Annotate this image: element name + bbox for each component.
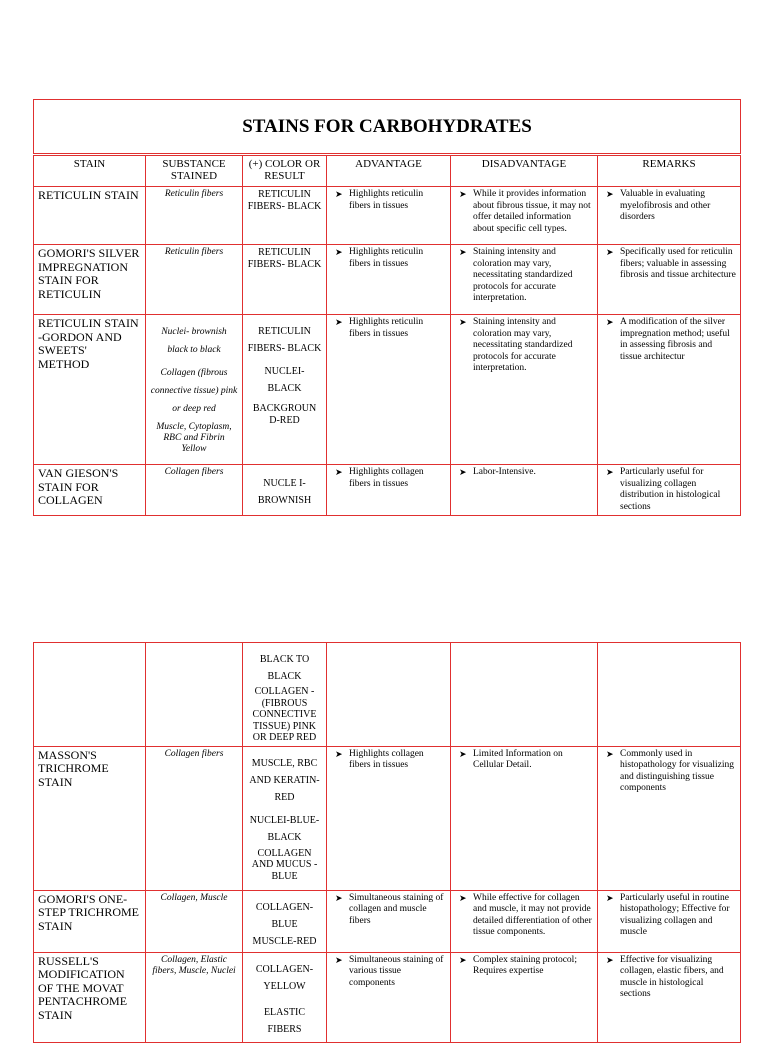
color-result: RETICULIN FIBERS- BLACK — [243, 187, 327, 245]
disadvantage-cell — [451, 465, 598, 516]
remarks-text: A modification of the silver impregnation method; useful in assessing fibrosis and tissue architectur — [620, 317, 730, 362]
advantage-cell — [327, 952, 451, 1042]
advantage-cell — [327, 187, 451, 245]
color-black: BLACK TO BLACK — [259, 654, 310, 682]
stain-name: RETICULIN STAIN — [34, 187, 146, 245]
header-remarks: REMARKS — [598, 155, 741, 187]
advantage-text: Highlights reticulin fibers in tissues — [349, 317, 424, 339]
substance-stained: Reticulin fibers — [146, 187, 243, 245]
color-result: RETICULIN FIBERS- BLACK — [243, 245, 327, 315]
header-substance: SUBSTANCE STAINED — [146, 155, 243, 187]
color-nuclei: NUCLEI- BLACK — [264, 366, 305, 394]
header-color: (+) COLOR OR RESULT — [243, 155, 327, 187]
disadvantage-cell — [451, 952, 598, 1042]
color-collagen: COLLAGEN AND MUCUS - BLUE — [251, 847, 318, 882]
remarks-cell — [598, 245, 741, 315]
stain-name: VAN GIESON'S STAIN FOR COLLAGEN — [34, 465, 146, 516]
arrow-bullet-icon: ➤ — [606, 748, 614, 759]
substance-stained — [146, 315, 243, 465]
disadvantage-text: Labor-Intensive. — [473, 467, 536, 477]
arrow-bullet-icon: ➤ — [459, 189, 467, 199]
color-elastic: ELASTIC FIBERS — [263, 1006, 306, 1035]
color-result: NUCLE I- BROWNISH — [243, 465, 327, 516]
table-row — [34, 643, 741, 747]
table-row — [34, 187, 741, 245]
remarks-text: Particularly useful in routine histopathology; Effective for visualizing collagen and muscle — [620, 892, 730, 937]
stains-table-continued — [33, 642, 741, 1043]
disadvantage-cell — [451, 315, 598, 465]
remarks-text: Effective for visualizing collagen, elastic fibers, and muscle in histological sections — [620, 954, 724, 999]
stain-name: RETICULIN STAIN -GORDON AND SWEETS' METHOD — [34, 315, 146, 465]
color-collagen: COLLAGEN - (FIBROUS CONNECTIVE TISSUE) PINK OR DEEP RED — [252, 686, 317, 743]
remarks-cell — [598, 187, 741, 245]
advantage-cell — [327, 746, 451, 890]
disadvantage-cell — [451, 746, 598, 890]
advantage-text: Highlights reticulin fibers in tissues — [349, 247, 424, 269]
disadvantage-text: Staining intensity and coloration may vary, necessitating standardized protocols for accurate interpretation. — [473, 247, 573, 303]
substance-collagen: Collagen (fibrous connective tissue) pink or deep red — [150, 368, 238, 414]
advantage-text: Highlights collagen fibers in tissues — [349, 748, 424, 770]
table-row — [34, 746, 741, 890]
color-reticulin: RETICULIN FIBERS- BLACK — [247, 326, 322, 354]
header-advantage: ADVANTAGE — [327, 155, 451, 187]
table-title: STAINS FOR CARBOHYDRATES — [34, 100, 741, 155]
remarks-cell — [598, 952, 741, 1042]
color-collagen: COLLAGEN- YELLOW — [255, 963, 314, 992]
substance-stained: Collagen, Elastic fibers, Muscle, Nuclei — [146, 952, 243, 1042]
disadvantage-cell — [451, 245, 598, 315]
color-result — [243, 643, 327, 747]
stain-name: MASSON'S TRICHROME STAIN — [34, 746, 146, 890]
remarks-text: Commonly used in histopathology for visualizing and distinguishing tissue components — [620, 748, 734, 793]
color-result — [243, 746, 327, 890]
arrow-bullet-icon: ➤ — [606, 317, 614, 327]
arrow-bullet-icon: ➤ — [459, 748, 467, 759]
color-result — [243, 890, 327, 952]
arrow-bullet-icon: ➤ — [606, 189, 614, 199]
substance-stained: Collagen fibers — [146, 746, 243, 890]
stain-name: RUSSELL'S MODIFICATION OF THE MOVAT PENTACHROME STAIN — [34, 952, 146, 1042]
advantage-text: Highlights collagen fibers in tissues — [349, 467, 424, 489]
disadvantage-text: While it provides information about fibrous tissue, it may not offer detailed information about specific cell types. — [473, 189, 591, 234]
remarks-text: Valuable in evaluating myelofibrosis and other disorders — [620, 189, 711, 222]
disadvantage-text: Staining intensity and coloration may vary, necessitating standardized protocols for accurate interpretation. — [473, 317, 573, 373]
remarks-text: Particularly useful for visualizing collagen distribution in histological sections — [620, 467, 721, 512]
arrow-bullet-icon: ➤ — [335, 467, 343, 477]
stain-name: GOMORI'S ONE-STEP TRICHROME STAIN — [34, 890, 146, 952]
header-row — [34, 155, 741, 187]
color-background: BACKGROUN D-RED — [252, 403, 317, 426]
remarks-cell — [598, 315, 741, 465]
substance-stained: Reticulin fibers — [146, 245, 243, 315]
arrow-bullet-icon: ➤ — [335, 892, 343, 903]
arrow-bullet-icon: ➤ — [335, 317, 343, 327]
header-disadvantage: DISADVANTAGE — [451, 155, 598, 187]
substance-nuclei: Nuclei- brownish black to black — [161, 327, 227, 355]
substance-stained: Collagen, Muscle — [146, 890, 243, 952]
disadvantage-cell — [451, 890, 598, 952]
color-result — [243, 952, 327, 1042]
arrow-bullet-icon: ➤ — [606, 247, 614, 257]
color-muscle: MUSCLE-RED — [252, 935, 317, 947]
remarks-cell — [598, 890, 741, 952]
advantage-text: Simultaneous staining of collagen and muscle fibers — [349, 892, 444, 926]
color-result — [243, 315, 327, 465]
arrow-bullet-icon: ➤ — [459, 467, 467, 477]
advantage-cell — [327, 890, 451, 952]
advantage-cell — [327, 315, 451, 465]
arrow-bullet-icon: ➤ — [606, 892, 614, 903]
advantage-text: Highlights reticulin fibers in tissues — [349, 189, 424, 211]
arrow-bullet-icon: ➤ — [459, 247, 467, 257]
arrow-bullet-icon: ➤ — [335, 247, 343, 257]
stains-table-top — [33, 99, 741, 516]
arrow-bullet-icon: ➤ — [335, 954, 343, 965]
substance-stained: Collagen fibers — [146, 465, 243, 516]
arrow-bullet-icon: ➤ — [335, 189, 343, 199]
color-nuclei: NUCLEI-BLUE- BLACK — [249, 814, 320, 843]
disadvantage-cell — [451, 187, 598, 245]
disadvantage-text: While effective for collagen and muscle, it may not provide detailed differentiation of other tissue components. — [473, 892, 592, 937]
arrow-bullet-icon: ➤ — [606, 467, 614, 477]
advantage-cell — [327, 465, 451, 516]
arrow-bullet-icon: ➤ — [459, 954, 467, 965]
disadvantage-text: Limited Information on Cellular Detail. — [473, 748, 563, 770]
color-muscle: MUSCLE, RBC AND KERATIN-RED — [249, 757, 320, 803]
header-stain: STAIN — [34, 155, 146, 187]
stain-name: GOMORI'S SILVER IMPREGNATION STAIN FOR RETICULIN — [34, 245, 146, 315]
disadvantage-text: Complex staining protocol; Requires expertise — [473, 954, 577, 976]
arrow-bullet-icon: ➤ — [459, 317, 467, 327]
advantage-cell — [327, 245, 451, 315]
arrow-bullet-icon: ➤ — [459, 892, 467, 903]
arrow-bullet-icon: ➤ — [335, 748, 343, 759]
remarks-cell — [598, 746, 741, 890]
remarks-text: Specifically used for reticulin fibers; valuable in assessing fibrosis and tissue architecture — [620, 247, 736, 280]
substance-muscle: Muscle, Cytoplasm, RBC and Fibrin Yellow — [156, 422, 232, 454]
table-row — [34, 465, 741, 516]
table-row — [34, 890, 741, 952]
remarks-cell — [598, 465, 741, 516]
color-collagen: COLLAGEN- BLUE — [255, 901, 314, 930]
table-row — [34, 952, 741, 1042]
arrow-bullet-icon: ➤ — [606, 954, 614, 965]
table-row — [34, 245, 741, 315]
table-row — [34, 315, 741, 465]
advantage-text: Simultaneous staining of various tissue components — [349, 954, 444, 988]
